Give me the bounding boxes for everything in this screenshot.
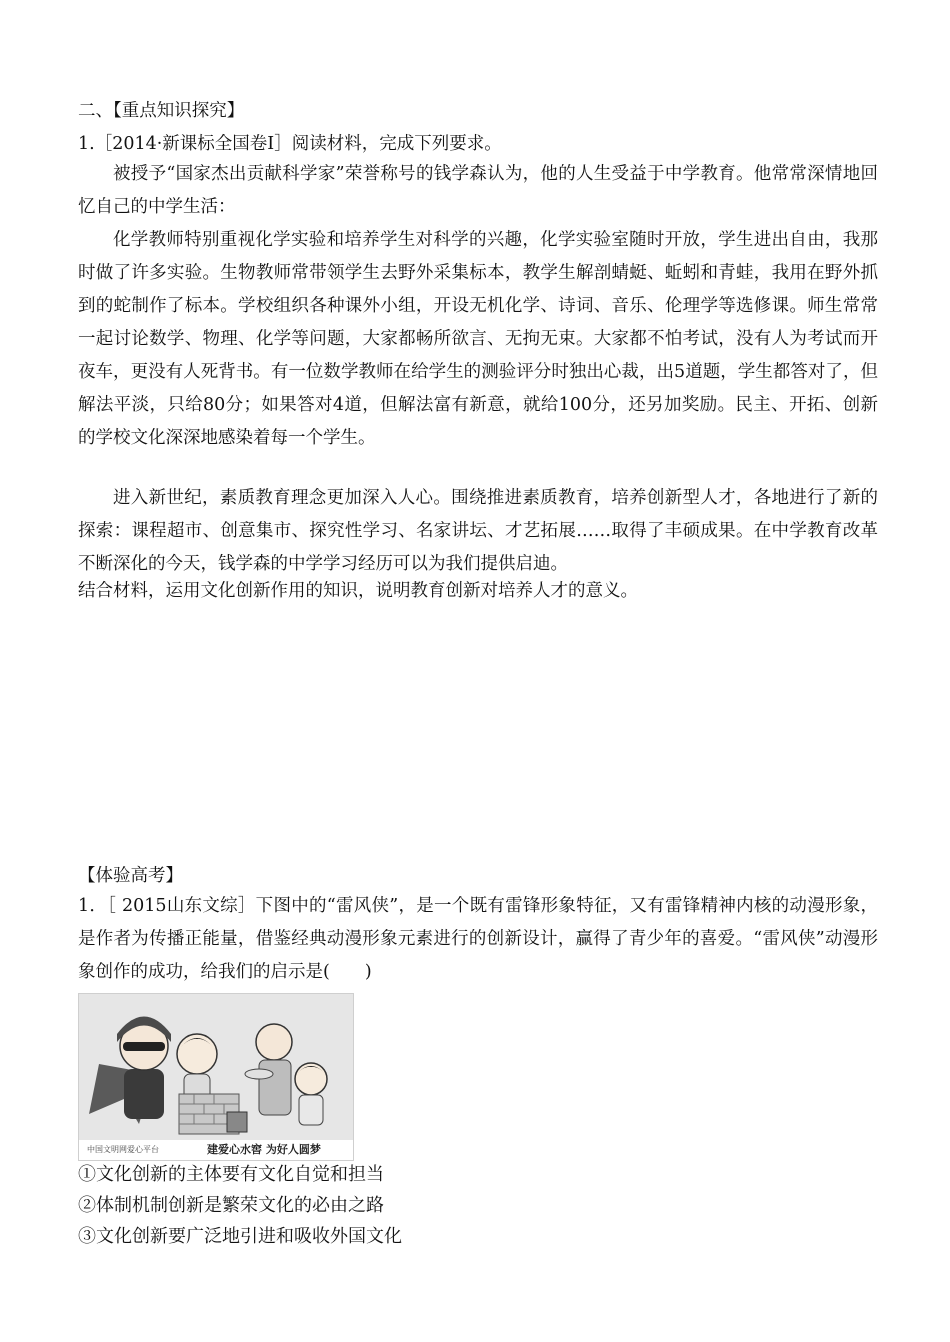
option-2: ②体制机制创新是繁荣文化的必由之路 <box>78 1195 384 1216</box>
option-1: ①文化创新的主体要有文化自觉和担当 <box>78 1164 384 1185</box>
option-3: ③文化创新要广泛地引进和吸收外国文化 <box>78 1226 402 1247</box>
question-intro: 1.［2014·新课标全国卷Ⅰ］阅读材料，完成下列要求。 <box>78 134 502 154</box>
section-heading: 二、【重点知识探究】 <box>78 101 245 121</box>
task-prompt: 结合材料，运用文化创新作用的知识，说明教育创新对培养人才的意义。 <box>78 581 638 601</box>
material-paragraph-2: 化学教师特别重视化学实验和培养学生对科学的兴趣，化学实验室随时开放，学生进出自由，我那时做了许多实验。生物教师常带领学生去野外采集标本，教学生解剖蜻蜓、蚯蚓和青蛙，我用在野外抓到的蛇制作了标本。学校组织各种课外小组，开设无机化学、诗词、音乐、伦理学等选修课。师生常常一起讨论数学、物理、化学等问题，大家都畅所欲言、无拘无束。大家都不怕考试，没有人为考试而开夜车，更没有人死背书。有一位数学教师在给学生的测验评分时独出心裁，出5道题，学生都答对了，但解法平淡，只给80分；如果答对4道，但解法富有新意，就给100分，还另加奖励。民主、开拓、创新的学校文化深深地感染着每一个学生。 <box>78 230 878 448</box>
material-paragraph-3: 进入新世纪，素质教育理念更加深入人心。围绕推进素质教育，培养创新型人才，各地进行了新的探索：课程超市、创意集市、探究性学习、名家讲坛、才艺拓展……取得了丰硕成果。在中学教育改革不断深化的今天，钱学森的中学学习经历可以为我们提供启迪。 <box>78 488 878 574</box>
experience-heading: 【体验高考】 <box>78 866 183 886</box>
caption-logo: 中国文明网爱心平台 <box>87 1145 159 1154</box>
image-caption-bar <box>79 1140 353 1160</box>
cartoon-illustration <box>78 993 354 1161</box>
caption-slogan: 建爱心水窖 为好人圆梦 <box>207 1143 321 1156</box>
experience-question: 1．［ 2015山东文综］下图中的“雷风侠”，是一个既有雷锋形象特征，又有雷锋精神内核的动漫形象，是作者为传播正能量，借鉴经典动漫形象元素进行的创新设计，赢得了青少年的喜爱。“雷风侠”动漫形象创作的成功，给我们的启示是( ) <box>78 896 878 982</box>
cartoon-drawing <box>79 994 354 1142</box>
material-paragraph-1: 被授予“国家杰出贡献科学家”荣誉称号的钱学森认为，他的人生受益于中学教育。他常常深情地回忆自己的中学生活： <box>78 164 878 217</box>
